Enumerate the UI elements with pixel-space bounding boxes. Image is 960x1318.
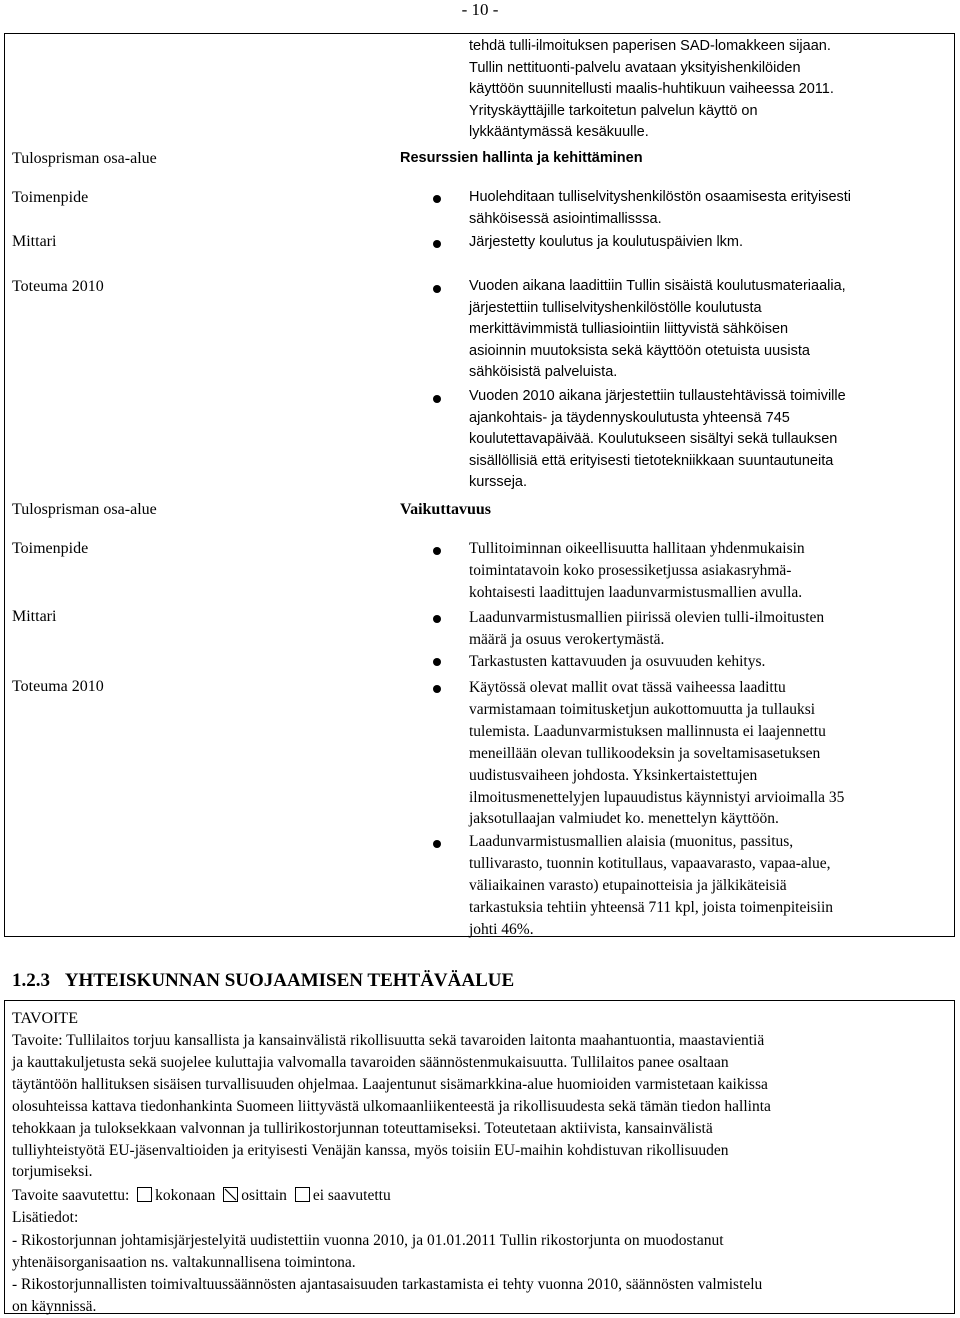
text-line: olosuhteissa kattava tiedonhankinta Suomeen liittyvästä ulkomaanliikenteestä ja rikollisuudesta sekä tämän tiedon hallinta bbox=[12, 1097, 771, 1115]
outcome-label-1: Toteuma 2010 bbox=[12, 278, 104, 295]
text-line: - Rikostorjunnallisten toimivaltuussäännösten ajantasaisuuden tarkastamista ei tehty vuonna 2010, säännösten valmistelu bbox=[12, 1275, 763, 1293]
bullet-icon bbox=[433, 685, 441, 693]
bullet-icon bbox=[433, 658, 441, 666]
goal-paragraph bbox=[12, 1030, 948, 1183]
option-label: osittain bbox=[241, 1187, 287, 1204]
bullet-icon bbox=[433, 395, 441, 403]
text-line: meneillään olevan tullikoodeksin ja soveltamisasetuksen bbox=[469, 744, 821, 762]
indicator-label-2: Mittari bbox=[12, 608, 57, 625]
indicator-label-1: Mittari bbox=[12, 233, 57, 250]
prism-label-1: Tulosprisman osa-alue bbox=[12, 150, 157, 167]
text-line: Laadunvarmistusmallien alaisia (muonitus, passitus, bbox=[469, 833, 794, 850]
prism-value-2: Vaikuttavuus bbox=[400, 501, 492, 518]
section-heading bbox=[12, 968, 514, 994]
measure-text-2 bbox=[469, 538, 937, 604]
checkbox-osittain[interactable] bbox=[223, 1187, 238, 1202]
text-line: Vuoden 2010 aikana järjestettiin tullaustehtävissä toimiville bbox=[469, 388, 846, 404]
text-line: tullivarasto, tuonnin kotitullaus, vapaavarasto, vapaa-alue, bbox=[469, 854, 831, 872]
checked-x-icon bbox=[224, 1188, 237, 1201]
goal-achieved-label: Tavoite saavutettu: bbox=[12, 1187, 130, 1204]
text-line: kohtaisesti laadittujen laadunvarmistusmallien avulla. bbox=[469, 583, 803, 601]
text-line: toimintatavoin koko prosessiketjussa asiakasryhmä- bbox=[469, 561, 792, 579]
text-line: johti 46%. bbox=[469, 920, 534, 938]
text-line: uudistusvaiheen johdosta. Yksinkertaistettujen bbox=[469, 766, 758, 784]
text-line: Huolehditaan tulliselvityshenkilöstön osaamisesta erityisesti bbox=[469, 189, 852, 205]
text-line: tarkastuksia tehtiin yhteensä 711 kpl, joista toimenpiteisiin bbox=[469, 898, 834, 916]
bullet-icon bbox=[433, 547, 441, 555]
intro-line: lykkääntymässä kesäkuulle. bbox=[469, 124, 649, 140]
text-line: asioinnin muutoksista sekä käyttöön otetuista uusista bbox=[469, 342, 810, 359]
text-line: - Rikostorjunnan johtamisjärjestelyitä uudistettiin vuonna 2010, ja 01.01.2011 Tullin rikostorjunta on muodostanut bbox=[12, 1232, 724, 1249]
text-line: Käytössä olevat mallit ovat tässä vaiheessa laadittu bbox=[469, 679, 786, 696]
prism-label-2: Tulosprisman osa-alue bbox=[12, 501, 157, 518]
intro-line: Yrityskäyttäjille tarkoitetun palvelun käyttö on bbox=[469, 102, 758, 119]
indicator-text-2a bbox=[469, 607, 937, 651]
text-line: sisällöllisiä että erityisesti tietotekniikkaan suuntautuneita bbox=[469, 452, 834, 469]
text-line: sähköisessä asiointimallisssa. bbox=[469, 210, 662, 227]
intro-line: tehdä tulli-ilmoituksen paperisen SAD-lomakkeen sijaan. bbox=[469, 38, 831, 54]
intro-paragraph bbox=[469, 36, 937, 144]
outcome-label-2: Toteuma 2010 bbox=[12, 678, 104, 695]
text-line: tulliyhteistyötä EU-jäsenvaltioiden ja erityisesti Venäjän kanssa, myös toisiin EU-maihin kohdistuvan rikollisuuden bbox=[12, 1141, 729, 1159]
measure-label-1: Toimenpide bbox=[12, 189, 89, 206]
bullet-icon bbox=[433, 615, 441, 623]
text-line: väliaikainen varasto) etupainotteisia ja jälkikäteisiä bbox=[469, 876, 787, 894]
text-line: täytäntöön hallituksen sisäisen turvallisuuden ohjelmaa. Laajentunut sisämarkkina-alue huomioiden varmistetaan kaikissa bbox=[12, 1075, 768, 1093]
indicator-text-2b bbox=[469, 651, 937, 673]
text-line: Tullitoiminnan oikeellisuutta hallitaan yhdenmukaisin bbox=[469, 540, 805, 557]
text-line: tulemista. Laadunvarmistuksen mallinnusta ei laajennettu bbox=[469, 722, 826, 740]
measure-text-1 bbox=[469, 187, 937, 230]
goal-heading: TAVOITE bbox=[12, 1010, 78, 1027]
bullet-icon bbox=[433, 195, 441, 203]
checkbox-kokonaan[interactable] bbox=[137, 1187, 152, 1202]
intro-line: Tullin nettituonti-palvelu avataan yksityishenkilöiden bbox=[469, 59, 801, 76]
text-line: on käynnissä. bbox=[12, 1297, 97, 1315]
text-line: koulutettavapäivää. Koulutukseen sisältyi sekä tullauksen bbox=[469, 431, 838, 447]
option-label: ei saavutettu bbox=[312, 1187, 391, 1204]
text-line: varmistamaan toimitusketjun aukottomuutta ja tullauksi bbox=[469, 700, 816, 718]
outcome-text-1a bbox=[469, 276, 937, 384]
text-line: määrä ja osuus verokertymästä. bbox=[469, 630, 665, 648]
text-line: Vuoden aikana laadittiin Tullin sisäistä koulutusmateriaalia, bbox=[469, 278, 846, 294]
text-line: merkittävimmistä tulliasiointiin liittyvistä sähköisen bbox=[469, 321, 789, 337]
option-label: kokonaan bbox=[155, 1187, 216, 1204]
section-number: 1.2.3 bbox=[12, 970, 50, 991]
text-line: kursseja. bbox=[469, 474, 528, 490]
extra-label: Lisätiedot: bbox=[12, 1209, 79, 1226]
text-line: Laadunvarmistusmallien piirissä olevien tulli-ilmoitusten bbox=[469, 609, 825, 626]
extra-paragraph bbox=[12, 1230, 948, 1318]
text-line: torjumiseksi. bbox=[12, 1163, 93, 1181]
measure-label-2: Toimenpide bbox=[12, 540, 89, 557]
outcome-text-2a bbox=[469, 677, 937, 830]
bullet-icon bbox=[433, 840, 441, 848]
outcome-text-1b bbox=[469, 386, 937, 494]
text-line: ja kauttakuljetusta sekä suojelee kuluttajia valvomalla tavaroiden säännöstenmukaisuutta. Tullilaitos panee osaltaan bbox=[12, 1053, 729, 1071]
bullet-icon bbox=[433, 285, 441, 293]
text-line: yhtenäisorganisaation ns. valtakunnallisena toimintona. bbox=[12, 1253, 356, 1271]
text-line: tehokkaan ja tuloksekkaan valvonnan ja tullirikostorjunnan toteuttamiseksi. Toteutetaan aktiivista, kansainvälistä bbox=[12, 1119, 713, 1137]
checkbox-ei-saavutettu[interactable] bbox=[295, 1187, 310, 1202]
text-line: sähköisistä palveluista. bbox=[469, 364, 618, 380]
text-line: jaksotullaajan valmiudet ko. menettelyn käyttöön. bbox=[469, 810, 779, 828]
outcome-text-2b bbox=[469, 831, 937, 941]
intro-line: käyttöön suunnitellusti maalis-huhtikuun vaiheessa 2011. bbox=[469, 81, 834, 97]
text-line: Tavoite: Tullilaitos torjuu kansallista ja kansainvälistä rikollisuutta sekä tavaroiden laitonta maahantuontia, maastavientiä bbox=[12, 1032, 765, 1049]
text-line: ajankohtais- ja täydennyskoulutusta yhteensä 745 bbox=[469, 409, 790, 426]
text-line: Järjestetty koulutus ja koulutuspäivien lkm. bbox=[469, 234, 744, 250]
page-number: - 10 - bbox=[461, 0, 499, 19]
goal-achieved-row bbox=[12, 1185, 948, 1207]
text-line: järjestettiin tulliselvityshenkilöstölle koulutusta bbox=[469, 299, 762, 316]
section-title: YHTEISKUNNAN SUOJAAMISEN TEHTÄVÄALUE bbox=[64, 970, 515, 991]
text-line: Tarkastusten kattavuuden ja osuvuuden kehitys. bbox=[469, 653, 766, 670]
indicator-text-1 bbox=[469, 232, 937, 254]
bullet-icon bbox=[433, 240, 441, 248]
prism-value-1: Resurssien hallinta ja kehittäminen bbox=[400, 150, 643, 166]
text-line: ilmoitusmenettelyjen lupauudistus käynnistyi arvioimalla 35 bbox=[469, 788, 845, 806]
